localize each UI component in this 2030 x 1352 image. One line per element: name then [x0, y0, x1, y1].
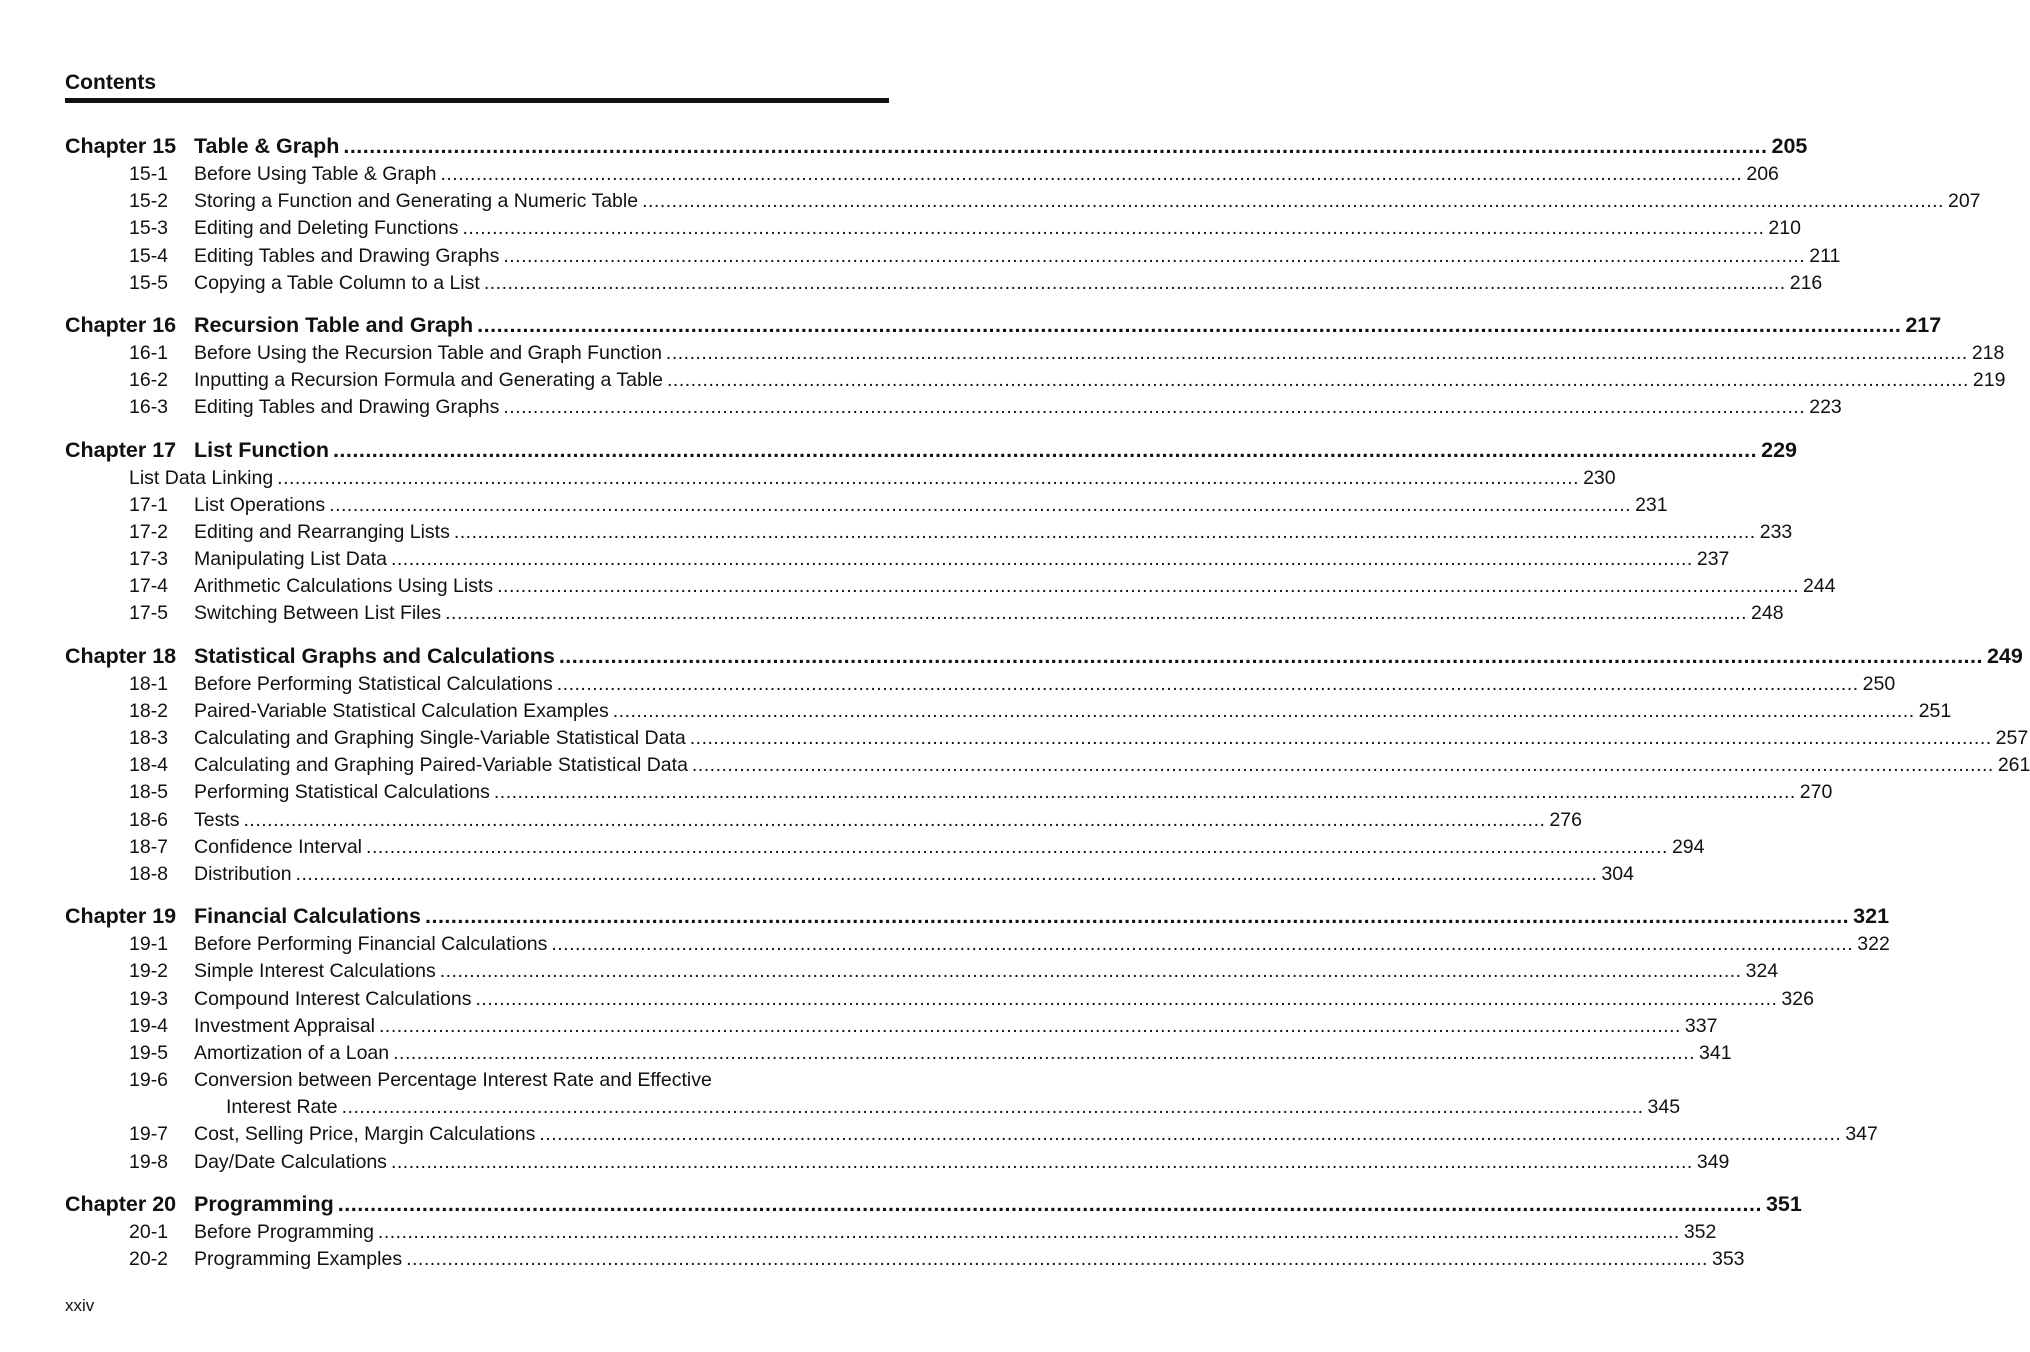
- toc-entry-leader: [194, 725, 2029, 752]
- toc-page-number[interactable]: 324: [1745, 960, 1779, 983]
- toc-entry-title[interactable]: Before Performing Statistical Calculations: [194, 672, 553, 695]
- section-entry[interactable]: [65, 671, 1896, 698]
- toc-entry-title[interactable]: List Operations: [194, 493, 326, 516]
- toc-entry-leader: [194, 546, 1730, 573]
- section-entry[interactable]: [65, 243, 1841, 270]
- toc-entry-leader: [194, 519, 1793, 546]
- toc-entry-title[interactable]: Confidence Interval: [194, 835, 363, 858]
- chapter-label: Chapter 20: [65, 1191, 177, 1216]
- toc-page-number[interactable]: 223: [1809, 396, 1842, 419]
- section-entry[interactable]: [65, 1149, 1730, 1176]
- section-number: 17-2: [129, 520, 169, 543]
- toc-entry-title[interactable]: Before Using the Recursion Table and Graph Function: [194, 341, 662, 364]
- section-number: 19-7: [129, 1123, 169, 1146]
- section-entry[interactable]: [65, 1013, 1718, 1040]
- toc-page-number[interactable]: 231: [1635, 493, 1668, 516]
- toc-entry-leader: [194, 340, 2005, 367]
- toc-entry-leader: [194, 161, 1779, 188]
- toc-entry-title[interactable]: Conversion between Percentage Interest Rate and Effective: [194, 1069, 712, 1092]
- toc-page-number[interactable]: 210: [1768, 217, 1801, 240]
- toc-page-number[interactable]: 304: [1601, 862, 1634, 885]
- toc-entry-title[interactable]: Calculating and Graphing Single-Variable Statistical Data: [194, 727, 686, 749]
- dot-leader: ............................................................................................................................................................................................................................: [341, 1096, 1644, 1119]
- toc-page-number[interactable]: 218: [1971, 341, 2005, 364]
- toc-page-number[interactable]: 270: [1799, 781, 1833, 804]
- toc-page-number[interactable]: 352: [1683, 1220, 1717, 1243]
- dot-leader: ............................................................................................................................................................................................................................: [390, 548, 1693, 571]
- toc-entry-title[interactable]: Table & Graph: [194, 134, 340, 158]
- section-entry[interactable]: [65, 1219, 1717, 1246]
- toc-entry-title[interactable]: Interest Rate: [226, 1096, 338, 1119]
- section-number: 18-2: [129, 699, 169, 722]
- chapter-heading[interactable]: [65, 310, 1942, 340]
- toc-entry-leader: [194, 807, 1582, 834]
- toc-page-number[interactable]: 351: [1765, 1191, 1802, 1216]
- dot-leader: ............................................................................................................................................................................................................................: [377, 1220, 1680, 1243]
- section-number: 15-5: [129, 271, 169, 294]
- section-number: 19-1: [129, 933, 169, 956]
- toc-entry-leader: [194, 1013, 1718, 1040]
- toc-page-number[interactable]: 244: [1803, 575, 1836, 598]
- toc-page-number[interactable]: 211: [1809, 244, 1841, 267]
- section-entry[interactable]: [65, 465, 1616, 492]
- section-entry[interactable]: [65, 188, 1981, 215]
- section-number: 18-8: [129, 862, 169, 885]
- toc-page-number[interactable]: 276: [1549, 808, 1582, 831]
- toc-entry-leader: [194, 1149, 1730, 1176]
- toc-entry-title[interactable]: List Function: [194, 437, 329, 462]
- section-number: 15-2: [129, 190, 169, 213]
- section-entry[interactable]: [65, 270, 1823, 297]
- toc-entry-title[interactable]: Performing Statistical Calculations: [194, 781, 490, 804]
- toc-page-number[interactable]: 322: [1857, 933, 1890, 956]
- toc-entry-title[interactable]: Distribution: [194, 862, 292, 885]
- toc-entry-title[interactable]: Amortization of a Loan: [194, 1041, 390, 1064]
- toc-entry-leader: [194, 492, 1668, 519]
- toc-entry-title[interactable]: Programming: [194, 1191, 334, 1216]
- toc-page-number[interactable]: 248: [1751, 602, 1784, 625]
- section-number: 18-3: [129, 727, 169, 749]
- toc-entry-leader: [194, 641, 2023, 671]
- toc-page-number[interactable]: 230: [1583, 466, 1616, 489]
- section-number: 16-1: [129, 341, 169, 364]
- toc-entry-leader: [194, 367, 2006, 394]
- chapter-heading[interactable]: [65, 131, 1808, 161]
- section-number: 17-3: [129, 548, 169, 571]
- toc-entry-leader: [194, 779, 1833, 806]
- chapter-label: Chapter 16: [65, 312, 177, 337]
- toc-entry-leader: [194, 573, 1836, 600]
- toc-entry-title[interactable]: Copying a Table Column to a List: [194, 271, 480, 294]
- toc-entry-leader: [194, 931, 1890, 958]
- section-number: 15-1: [129, 163, 169, 185]
- toc-entry-title[interactable]: Cost, Selling Price, Margin Calculations: [194, 1123, 536, 1146]
- toc-entry-leader: [194, 215, 1801, 242]
- section-number: 20-2: [129, 1248, 169, 1270]
- toc-page-number[interactable]: 217: [1905, 312, 1942, 337]
- toc-page-number[interactable]: 207: [1947, 190, 1981, 213]
- section-number: 19-8: [129, 1150, 169, 1173]
- chapter-heading[interactable]: [65, 435, 1797, 465]
- section-number: 16-2: [129, 369, 169, 392]
- section-number: 18-1: [129, 672, 169, 695]
- toc-entry-leader: [194, 394, 1842, 421]
- toc-entry-leader: [194, 1121, 1878, 1148]
- chapter-heading[interactable]: [65, 1189, 1802, 1219]
- toc-entry-title[interactable]: Manipulating List Data: [194, 548, 387, 571]
- toc-page-number[interactable]: 206: [1746, 163, 1779, 185]
- dot-leader: ............................................................................................................................................................................................................................: [390, 1150, 1693, 1173]
- dot-leader: ............................................................................................................................................................................................................................: [558, 643, 1983, 668]
- section-number: 18-4: [129, 754, 169, 777]
- toc-entry-title[interactable]: Day/Date Calculations: [194, 1150, 387, 1173]
- toc-entry-title[interactable]: Before Programming: [194, 1220, 374, 1243]
- section-entry[interactable]: [65, 931, 1890, 958]
- section-number: 15-4: [129, 244, 169, 267]
- toc-page-number[interactable]: 353: [1711, 1248, 1745, 1270]
- section-entry[interactable]: [65, 1121, 1878, 1148]
- dot-leader: ............................................................................................................................................................................................................................: [551, 933, 1854, 956]
- toc-entry-leader: [194, 1040, 1732, 1067]
- section-entry[interactable]: [65, 958, 1779, 985]
- section-entry[interactable]: [65, 215, 1801, 242]
- toc-entry-title[interactable]: Editing Tables and Drawing Graphs: [194, 396, 500, 419]
- section-entry[interactable]: [65, 752, 2030, 779]
- section-entry[interactable]: [65, 492, 1668, 519]
- section-entry[interactable]: [65, 834, 1705, 861]
- section-number: 18-6: [129, 808, 169, 831]
- dot-leader: ............................................................................................................................................................................................................................: [539, 1123, 1842, 1146]
- section-entry[interactable]: [65, 1067, 889, 1094]
- dot-leader: ............................................................................................................................................................................................................................: [366, 835, 1668, 858]
- toc-page-number[interactable]: 349: [1696, 1150, 1730, 1173]
- toc-entry-title[interactable]: Editing and Rearranging Lists: [194, 520, 450, 543]
- page-header: [65, 70, 889, 96]
- section-number: 19-5: [129, 1041, 169, 1064]
- chapter-label: Chapter 15: [65, 134, 177, 158]
- section-entry-continuation[interactable]: [65, 1094, 1681, 1121]
- chapter-heading[interactable]: [65, 901, 1890, 931]
- section-entry[interactable]: [65, 519, 1793, 546]
- section-entry[interactable]: [65, 394, 1842, 421]
- toc-entry-title[interactable]: Arithmetic Calculations Using Lists: [194, 575, 494, 598]
- section-entry[interactable]: [65, 573, 1836, 600]
- toc-entry-leader: [194, 752, 2030, 779]
- dot-leader: ............................................................................................................................................................................................................................: [503, 396, 1806, 419]
- section-number: 16-3: [129, 396, 169, 419]
- header-rule: [65, 98, 889, 103]
- section-entry[interactable]: [65, 698, 1952, 725]
- dot-leader: ............................................................................................................................................................................................................................: [295, 862, 1598, 885]
- section-number: 17-5: [129, 602, 169, 625]
- section-entry[interactable]: [65, 807, 1582, 834]
- chapter-label: Chapter 18: [65, 643, 177, 668]
- section-entry[interactable]: [65, 340, 2005, 367]
- section-number: 19-3: [129, 987, 169, 1010]
- chapter-label: Chapter 19: [65, 904, 177, 929]
- page-number: xxiv: [65, 1296, 95, 1315]
- section-entry[interactable]: [65, 367, 2006, 394]
- toc-entry-title[interactable]: Paired-Variable Statistical Calculation Examples: [194, 699, 609, 722]
- dot-leader: ............................................................................................................................................................................................................................: [440, 163, 1743, 185]
- toc-entry-title[interactable]: Inputting a Recursion Formula and Generating a Table: [194, 369, 664, 392]
- dot-leader: ............................................................................................................................................................................................................................: [689, 727, 1992, 749]
- toc-page-number[interactable]: 251: [1918, 699, 1952, 722]
- toc-entry-title[interactable]: Before Using Table & Graph: [194, 163, 437, 185]
- toc-page-number[interactable]: 337: [1684, 1014, 1718, 1037]
- toc-entry-title[interactable]: Calculating and Graphing Paired-Variable Statistical Data: [194, 754, 688, 777]
- toc-entry-title[interactable]: Statistical Graphs and Calculations: [194, 643, 555, 668]
- toc-entry-title[interactable]: Investment Appraisal: [194, 1014, 376, 1037]
- section-entry[interactable]: [65, 600, 1784, 627]
- dot-leader: ............................................................................................................................................................................................................................: [483, 271, 1786, 294]
- toc-entry-leader: [194, 1246, 1745, 1273]
- page-title: Contents: [65, 71, 156, 94]
- section-number: 20-1: [129, 1220, 169, 1243]
- toc-entry-leader: [194, 1189, 1802, 1219]
- chapter-heading[interactable]: [65, 641, 2023, 671]
- toc-page-number[interactable]: 216: [1789, 271, 1823, 294]
- section-entry[interactable]: [65, 546, 1730, 573]
- section-number: 19-4: [129, 1014, 169, 1037]
- toc-entry-leader: [194, 958, 1779, 985]
- section-entry[interactable]: [65, 779, 1833, 806]
- section-number: 18-7: [129, 835, 169, 858]
- toc-page-number[interactable]: 345: [1647, 1096, 1681, 1119]
- toc-page-number[interactable]: 250: [1862, 672, 1896, 695]
- toc-entry-title[interactable]: Programming Examples: [194, 1248, 403, 1270]
- toc-entry-title[interactable]: Before Performing Financial Calculations: [194, 933, 548, 956]
- toc-entry-leader: [194, 901, 1890, 931]
- section-entry[interactable]: [65, 161, 1779, 188]
- dot-leader: ............................................................................................................................................................................................................................: [462, 217, 1765, 240]
- dot-leader: ............................................................................................................................................................................................................................: [642, 190, 1944, 213]
- toc-entry-title[interactable]: Compound Interest Calculations: [194, 987, 472, 1010]
- dot-leader: ............................................................................................................................................................................................................................: [425, 904, 1850, 929]
- dot-leader: ............................................................................................................................................................................................................................: [493, 781, 1796, 804]
- section-entry[interactable]: [65, 725, 2029, 752]
- toc-entry-leader: [194, 600, 1784, 627]
- dot-leader: ............................................................................................................................................................................................................................: [665, 341, 1968, 364]
- toc-entry-title[interactable]: List Data Linking: [129, 466, 274, 489]
- toc-entry-title[interactable]: Switching Between List Files: [194, 602, 442, 625]
- toc-entry-leader: [129, 465, 1616, 492]
- dot-leader: ............................................................................................................................................................................................................................: [612, 699, 1915, 722]
- dot-leader: ............................................................................................................................................................................................................................: [475, 987, 1778, 1010]
- toc-page-number[interactable]: 294: [1671, 835, 1705, 858]
- toc-entry-leader: [194, 435, 1797, 465]
- dot-leader: ............................................................................................................................................................................................................................: [556, 672, 1859, 695]
- toc-entry-leader: [194, 188, 1981, 215]
- section-entry[interactable]: [65, 986, 1814, 1013]
- toc-entry-leader: [194, 698, 1952, 725]
- dot-leader: ............................................................................................................................................................................................................................: [329, 493, 1632, 516]
- toc-entry-title[interactable]: Storing a Function and Generating a Numeric Table: [194, 190, 639, 213]
- toc-entry-title[interactable]: Editing and Deleting Functions: [194, 217, 459, 240]
- toc-page-number[interactable]: 219: [1972, 369, 2006, 392]
- table-of-contents: [65, 131, 2030, 1273]
- section-number: 19-6: [129, 1069, 169, 1092]
- section-number: 19-2: [129, 960, 169, 983]
- dot-leader: ............................................................................................................................................................................................................................: [243, 808, 1546, 831]
- toc-page-number[interactable]: 326: [1781, 987, 1814, 1010]
- toc-page-number[interactable]: 257: [1995, 727, 2029, 749]
- toc-entry-leader: [194, 270, 1823, 297]
- toc-page-number[interactable]: 233: [1759, 520, 1793, 543]
- dot-leader: ............................................................................................................................................................................................................................: [477, 312, 1902, 337]
- dot-leader: ............................................................................................................................................................................................................................: [337, 1191, 1762, 1216]
- toc-entry-leader: [194, 310, 1942, 340]
- toc-entry-leader: [194, 131, 1808, 161]
- toc-entry-leader: [194, 243, 1841, 270]
- dot-leader: ............................................................................................................................................................................................................................: [453, 520, 1756, 543]
- dot-leader: ............................................................................................................................................................................................................................: [503, 244, 1806, 267]
- toc-entry-leader: [194, 1219, 1717, 1246]
- section-number: 15-3: [129, 217, 169, 240]
- toc-entry-title[interactable]: Simple Interest Calculations: [194, 960, 436, 983]
- dot-leader: ............................................................................................................................................................................................................................: [277, 466, 1580, 489]
- toc-entry-title[interactable]: Financial Calculations: [194, 904, 421, 929]
- chapter-label: Chapter 17: [65, 437, 177, 462]
- dot-leader: ............................................................................................................................................................................................................................: [406, 1248, 1708, 1270]
- dot-leader: ............................................................................................................................................................................................................................: [332, 437, 1758, 462]
- dot-leader: ............................................................................................................................................................................................................................: [497, 575, 1800, 598]
- dot-leader: ............................................................................................................................................................................................................................: [379, 1014, 1681, 1037]
- toc-page-number[interactable]: 347: [1845, 1123, 1878, 1146]
- toc-entry-leader: [226, 1094, 1681, 1121]
- section-number: 17-4: [129, 575, 169, 598]
- section-number: 17-1: [129, 493, 169, 516]
- dot-leader: ............................................................................................................................................................................................................................: [343, 134, 1768, 158]
- toc-page-number[interactable]: 229: [1761, 437, 1797, 462]
- toc-page-number[interactable]: 205: [1771, 134, 1808, 158]
- section-entry[interactable]: [65, 1246, 1745, 1273]
- toc-page-number[interactable]: 237: [1696, 548, 1730, 571]
- toc-entry-leader: [194, 986, 1814, 1013]
- dot-leader: ............................................................................................................................................................................................................................: [667, 369, 1969, 392]
- dot-leader: ............................................................................................................................................................................................................................: [439, 960, 1742, 983]
- toc-page-number[interactable]: 341: [1699, 1041, 1732, 1064]
- toc-entry-title[interactable]: Editing Tables and Drawing Graphs: [194, 244, 500, 267]
- dot-leader: ............................................................................................................................................................................................................................: [691, 754, 1994, 777]
- section-number: 18-5: [129, 781, 169, 804]
- toc-entry-title[interactable]: Tests: [194, 808, 240, 831]
- toc-entry-leader: [194, 861, 1634, 888]
- section-entry[interactable]: [65, 1040, 1732, 1067]
- toc-page-number[interactable]: 261: [1997, 754, 2030, 777]
- toc-entry-leader: [194, 671, 1896, 698]
- toc-page-number[interactable]: 321: [1853, 904, 1890, 929]
- dot-leader: ............................................................................................................................................................................................................................: [445, 602, 1748, 625]
- toc-entry-leader: [194, 834, 1705, 861]
- section-entry[interactable]: [65, 861, 1634, 888]
- toc-page-number[interactable]: 249: [1986, 643, 2023, 668]
- dot-leader: ............................................................................................................................................................................................................................: [393, 1041, 1696, 1064]
- toc-entry-title[interactable]: Recursion Table and Graph: [194, 312, 474, 337]
